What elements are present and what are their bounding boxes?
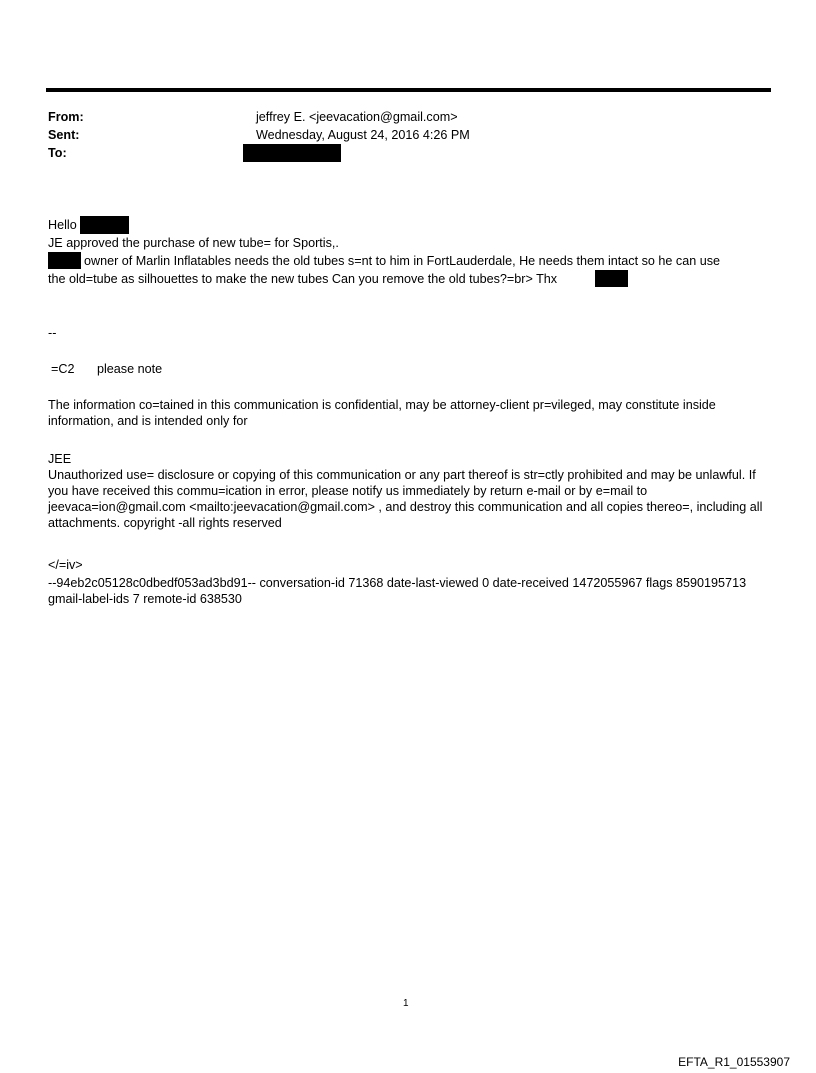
from-label: From:: [48, 110, 84, 124]
note-prefix: =C2: [51, 362, 75, 376]
sent-value: Wednesday, August 24, 2016 4:26 PM: [256, 128, 470, 142]
signature-separator: --: [48, 326, 57, 340]
jee-label: JEE: [48, 452, 72, 466]
body-line-3: the old=tube as silhouettes to make the new tubes Can you remove the old tubes?=br> Thx: [48, 272, 558, 286]
unauthorized-paragraph: Unauthorized use= disclosure or copying of this communication or any part thereof is str=ctly prohibited and may be unlawful. If you have received this commu=ication in error, please notify us immediately by return e-mail or by e=mail to jeevaca=ion@gmail.com <mailto:jeevacation@gmail.com> , and destroy this communication and all copies thereo=, including all attachments. copyright -all rights reserved: [48, 468, 763, 530]
confidential-paragraph: The information co=tained in this communication is confidential, may be attorney-client pr=vileged, may constitute inside information, and is intended only for: [48, 398, 716, 428]
thx-redaction: [595, 270, 628, 287]
body-line-2: owner of Marlin Inflatables needs the old tubes s=nt to him in FortLauderdale, He needs them intact so he can use: [84, 254, 721, 268]
document-id: EFTA_R1_01553907: [678, 1055, 790, 1069]
meta-paragraph: --94eb2c05128c0dbedf053ad3bd91-- conversation-id 71368 date-last-viewed 0 date-received 1472055967 flags 8590195713 gmail-label-ids 7 remote-id 638530: [48, 576, 747, 606]
body-line-1: JE approved the purchase of new tube= for Sportis,.: [48, 236, 339, 250]
header-rule: [46, 88, 771, 92]
to-label: To:: [48, 146, 67, 160]
page-number: 1: [403, 998, 409, 1009]
greeting: Hello: [48, 218, 77, 232]
div-close: </=iv>: [48, 558, 83, 572]
owner-redaction: [48, 252, 81, 269]
greeting-redaction: [80, 216, 129, 234]
to-redaction: [243, 144, 341, 162]
from-value: jeffrey E. <jeevacation@gmail.com>: [256, 110, 458, 124]
sent-label: Sent:: [48, 128, 80, 142]
note-text: please note: [97, 362, 163, 376]
